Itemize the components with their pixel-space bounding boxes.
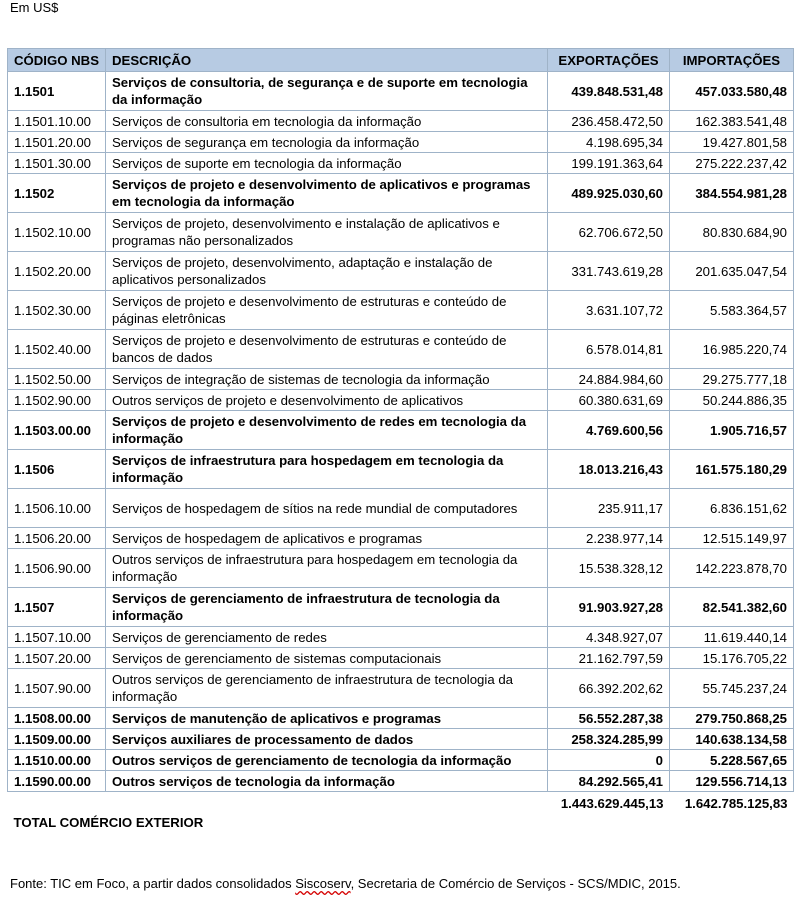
code-cell: 1.1501.10.00	[8, 111, 106, 132]
exports-cell: 3.631.107,72	[548, 291, 670, 330]
exports-cell: 6.578.014,81	[548, 330, 670, 369]
code-cell: 1.1507.10.00	[8, 627, 106, 648]
description-cell: Serviços de consultoria, de segurança e de suporte em tecnologia da informação	[106, 72, 548, 111]
imports-cell: 12.515.149,97	[670, 528, 794, 549]
imports-cell: 50.244.886,35	[670, 390, 794, 411]
table-row	[8, 132, 794, 153]
description-cell: Serviços de projeto, desenvolvimento e instalação de aplicativos e programas não personalizados	[106, 213, 548, 252]
code-cell: 1.1502.10.00	[8, 213, 106, 252]
description-cell: Serviços de hospedagem de sítios na rede mundial de computadores	[106, 489, 548, 528]
description-cell: Serviços de gerenciamento de redes	[106, 627, 548, 648]
table-row	[8, 708, 794, 729]
imports-cell: 29.275.777,18	[670, 369, 794, 390]
description-cell: Serviços de manutenção de aplicativos e programas	[106, 708, 548, 729]
description-cell: Serviços auxiliares de processamento de dados	[106, 729, 548, 750]
table-row	[8, 528, 794, 549]
source-siscoserv: Siscoserv	[295, 876, 351, 891]
imports-cell: 5.583.364,57	[670, 291, 794, 330]
description-cell: Outros serviços de gerenciamento de infraestrutura de tecnologia da informação	[106, 669, 548, 708]
imports-cell: 19.427.801,58	[670, 132, 794, 153]
exports-cell: 18.013.216,43	[548, 450, 670, 489]
total-row	[8, 792, 794, 833]
exports-cell: 236.458.472,50	[548, 111, 670, 132]
header-imports: IMPORTAÇÕES	[670, 49, 794, 72]
code-cell: 1.1502.40.00	[8, 330, 106, 369]
header-code: CÓDIGO NBS	[8, 49, 106, 72]
table-header-row	[8, 49, 794, 72]
source-note	[10, 876, 681, 892]
code-cell: 1.1503.00.00	[8, 411, 106, 450]
source-text-after: , Secretaria de Comércio de Serviços - SCS/MDIC, 2015.	[350, 876, 681, 891]
imports-cell: 279.750.868,25	[670, 708, 794, 729]
table-row	[8, 174, 794, 213]
code-cell: 1.1502.50.00	[8, 369, 106, 390]
code-cell: 1.1507.20.00	[8, 648, 106, 669]
table-row	[8, 369, 794, 390]
description-cell: Outros serviços de tecnologia da informação	[106, 771, 548, 792]
table-row	[8, 72, 794, 111]
description-cell: Serviços de infraestrutura para hospedagem em tecnologia da informação	[106, 450, 548, 489]
table-row	[8, 291, 794, 330]
exports-cell: 235.911,17	[548, 489, 670, 528]
code-cell: 1.1501.30.00	[8, 153, 106, 174]
nbs-trade-table	[7, 48, 794, 832]
code-cell: 1.1501	[8, 72, 106, 111]
exports-cell: 56.552.287,38	[548, 708, 670, 729]
description-cell: Serviços de consultoria em tecnologia da informação	[106, 111, 548, 132]
description-cell: Serviços de integração de sistemas de tecnologia da informação	[106, 369, 548, 390]
exports-cell: 66.392.202,62	[548, 669, 670, 708]
unit-label: Em US$	[10, 0, 59, 15]
table-row	[8, 771, 794, 792]
table-row	[8, 213, 794, 252]
table-row	[8, 330, 794, 369]
code-cell: 1.1507	[8, 588, 106, 627]
imports-cell: 1.905.716,57	[670, 411, 794, 450]
code-cell: 1.1509.00.00	[8, 729, 106, 750]
imports-cell: 161.575.180,29	[670, 450, 794, 489]
code-cell: 1.1502.90.00	[8, 390, 106, 411]
code-cell: 1.1502.20.00	[8, 252, 106, 291]
exports-cell: 60.380.631,69	[548, 390, 670, 411]
description-cell: Serviços de projeto e desenvolvimento de estruturas e conteúdo de bancos de dados	[106, 330, 548, 369]
table-row	[8, 627, 794, 648]
exports-cell: 91.903.927,28	[548, 588, 670, 627]
description-cell: Serviços de projeto e desenvolvimento de aplicativos e programas em tecnologia da informação	[106, 174, 548, 213]
exports-cell: 199.191.363,64	[548, 153, 670, 174]
table-row	[8, 252, 794, 291]
exports-cell: 0	[548, 750, 670, 771]
table-row	[8, 648, 794, 669]
table-row	[8, 588, 794, 627]
exports-cell: 331.743.619,28	[548, 252, 670, 291]
description-cell: Serviços de projeto e desenvolvimento de redes em tecnologia da informação	[106, 411, 548, 450]
table-row	[8, 450, 794, 489]
header-description: DESCRIÇÃO	[106, 49, 548, 72]
code-cell: 1.1507.90.00	[8, 669, 106, 708]
exports-cell: 4.348.927,07	[548, 627, 670, 648]
exports-cell: 439.848.531,48	[548, 72, 670, 111]
exports-cell: 4.769.600,56	[548, 411, 670, 450]
imports-cell: 162.383.541,48	[670, 111, 794, 132]
table-row	[8, 111, 794, 132]
description-cell: Outros serviços de projeto e desenvolvimento de aplicativos	[106, 390, 548, 411]
exports-cell: 21.162.797,59	[548, 648, 670, 669]
description-cell: Outros serviços de infraestrutura para hospedagem em tecnologia da informação	[106, 549, 548, 588]
code-cell: 1.1506.10.00	[8, 489, 106, 528]
description-cell: Serviços de suporte em tecnologia da informação	[106, 153, 548, 174]
table-row	[8, 390, 794, 411]
exports-cell: 62.706.672,50	[548, 213, 670, 252]
imports-cell: 6.836.151,62	[670, 489, 794, 528]
imports-cell: 82.541.382,60	[670, 588, 794, 627]
table-row	[8, 750, 794, 771]
total-label: TOTAL COMÉRCIO EXTERIOR	[13, 815, 204, 830]
code-cell: 1.1506	[8, 450, 106, 489]
total-exports: 1.443.629.445,13	[560, 796, 664, 811]
imports-cell: 275.222.237,42	[670, 153, 794, 174]
imports-cell: 142.223.878,70	[670, 549, 794, 588]
imports-cell: 16.985.220,74	[670, 330, 794, 369]
imports-cell: 201.635.047,54	[670, 252, 794, 291]
table-row	[8, 549, 794, 588]
description-cell: Serviços de projeto, desenvolvimento, adaptação e instalação de aplicativos personalizados	[106, 252, 548, 291]
code-cell: 1.1502.30.00	[8, 291, 106, 330]
code-cell: 1.1590.00.00	[8, 771, 106, 792]
description-cell: Serviços de projeto e desenvolvimento de estruturas e conteúdo de páginas eletrônicas	[106, 291, 548, 330]
code-cell: 1.1506.20.00	[8, 528, 106, 549]
imports-cell: 11.619.440,14	[670, 627, 794, 648]
exports-cell: 2.238.977,14	[548, 528, 670, 549]
code-cell: 1.1506.90.00	[8, 549, 106, 588]
exports-cell: 84.292.565,41	[548, 771, 670, 792]
imports-cell: 140.638.134,58	[670, 729, 794, 750]
description-cell: Serviços de segurança em tecnologia da informação	[106, 132, 548, 153]
code-cell: 1.1510.00.00	[8, 750, 106, 771]
table-body	[8, 72, 794, 792]
header-exports: EXPORTAÇÕES	[548, 49, 670, 72]
description-cell: Serviços de hospedagem de aplicativos e programas	[106, 528, 548, 549]
description-cell: Serviços de gerenciamento de sistemas computacionais	[106, 648, 548, 669]
code-cell: 1.1502	[8, 174, 106, 213]
code-cell: 1.1501.20.00	[8, 132, 106, 153]
imports-cell: 15.176.705,22	[670, 648, 794, 669]
imports-cell: 80.830.684,90	[670, 213, 794, 252]
table-row	[8, 489, 794, 528]
table-row	[8, 729, 794, 750]
total-imports: 1.642.785.125,83	[684, 796, 788, 811]
imports-cell: 5.228.567,65	[670, 750, 794, 771]
exports-cell: 4.198.695,34	[548, 132, 670, 153]
exports-cell: 24.884.984,60	[548, 369, 670, 390]
imports-cell: 55.745.237,24	[670, 669, 794, 708]
description-cell: Serviços de gerenciamento de infraestrutura de tecnologia da informação	[106, 588, 548, 627]
exports-cell: 489.925.030,60	[548, 174, 670, 213]
imports-cell: 129.556.714,13	[670, 771, 794, 792]
exports-cell: 15.538.328,12	[548, 549, 670, 588]
code-cell: 1.1508.00.00	[8, 708, 106, 729]
table-row	[8, 153, 794, 174]
table-row	[8, 411, 794, 450]
table-row	[8, 669, 794, 708]
imports-cell: 457.033.580,48	[670, 72, 794, 111]
imports-cell: 384.554.981,28	[670, 174, 794, 213]
source-text-before: Fonte: TIC em Foco, a partir dados consolidados	[10, 876, 296, 891]
description-cell: Outros serviços de gerenciamento de tecnologia da informação	[106, 750, 548, 771]
exports-cell: 258.324.285,99	[548, 729, 670, 750]
